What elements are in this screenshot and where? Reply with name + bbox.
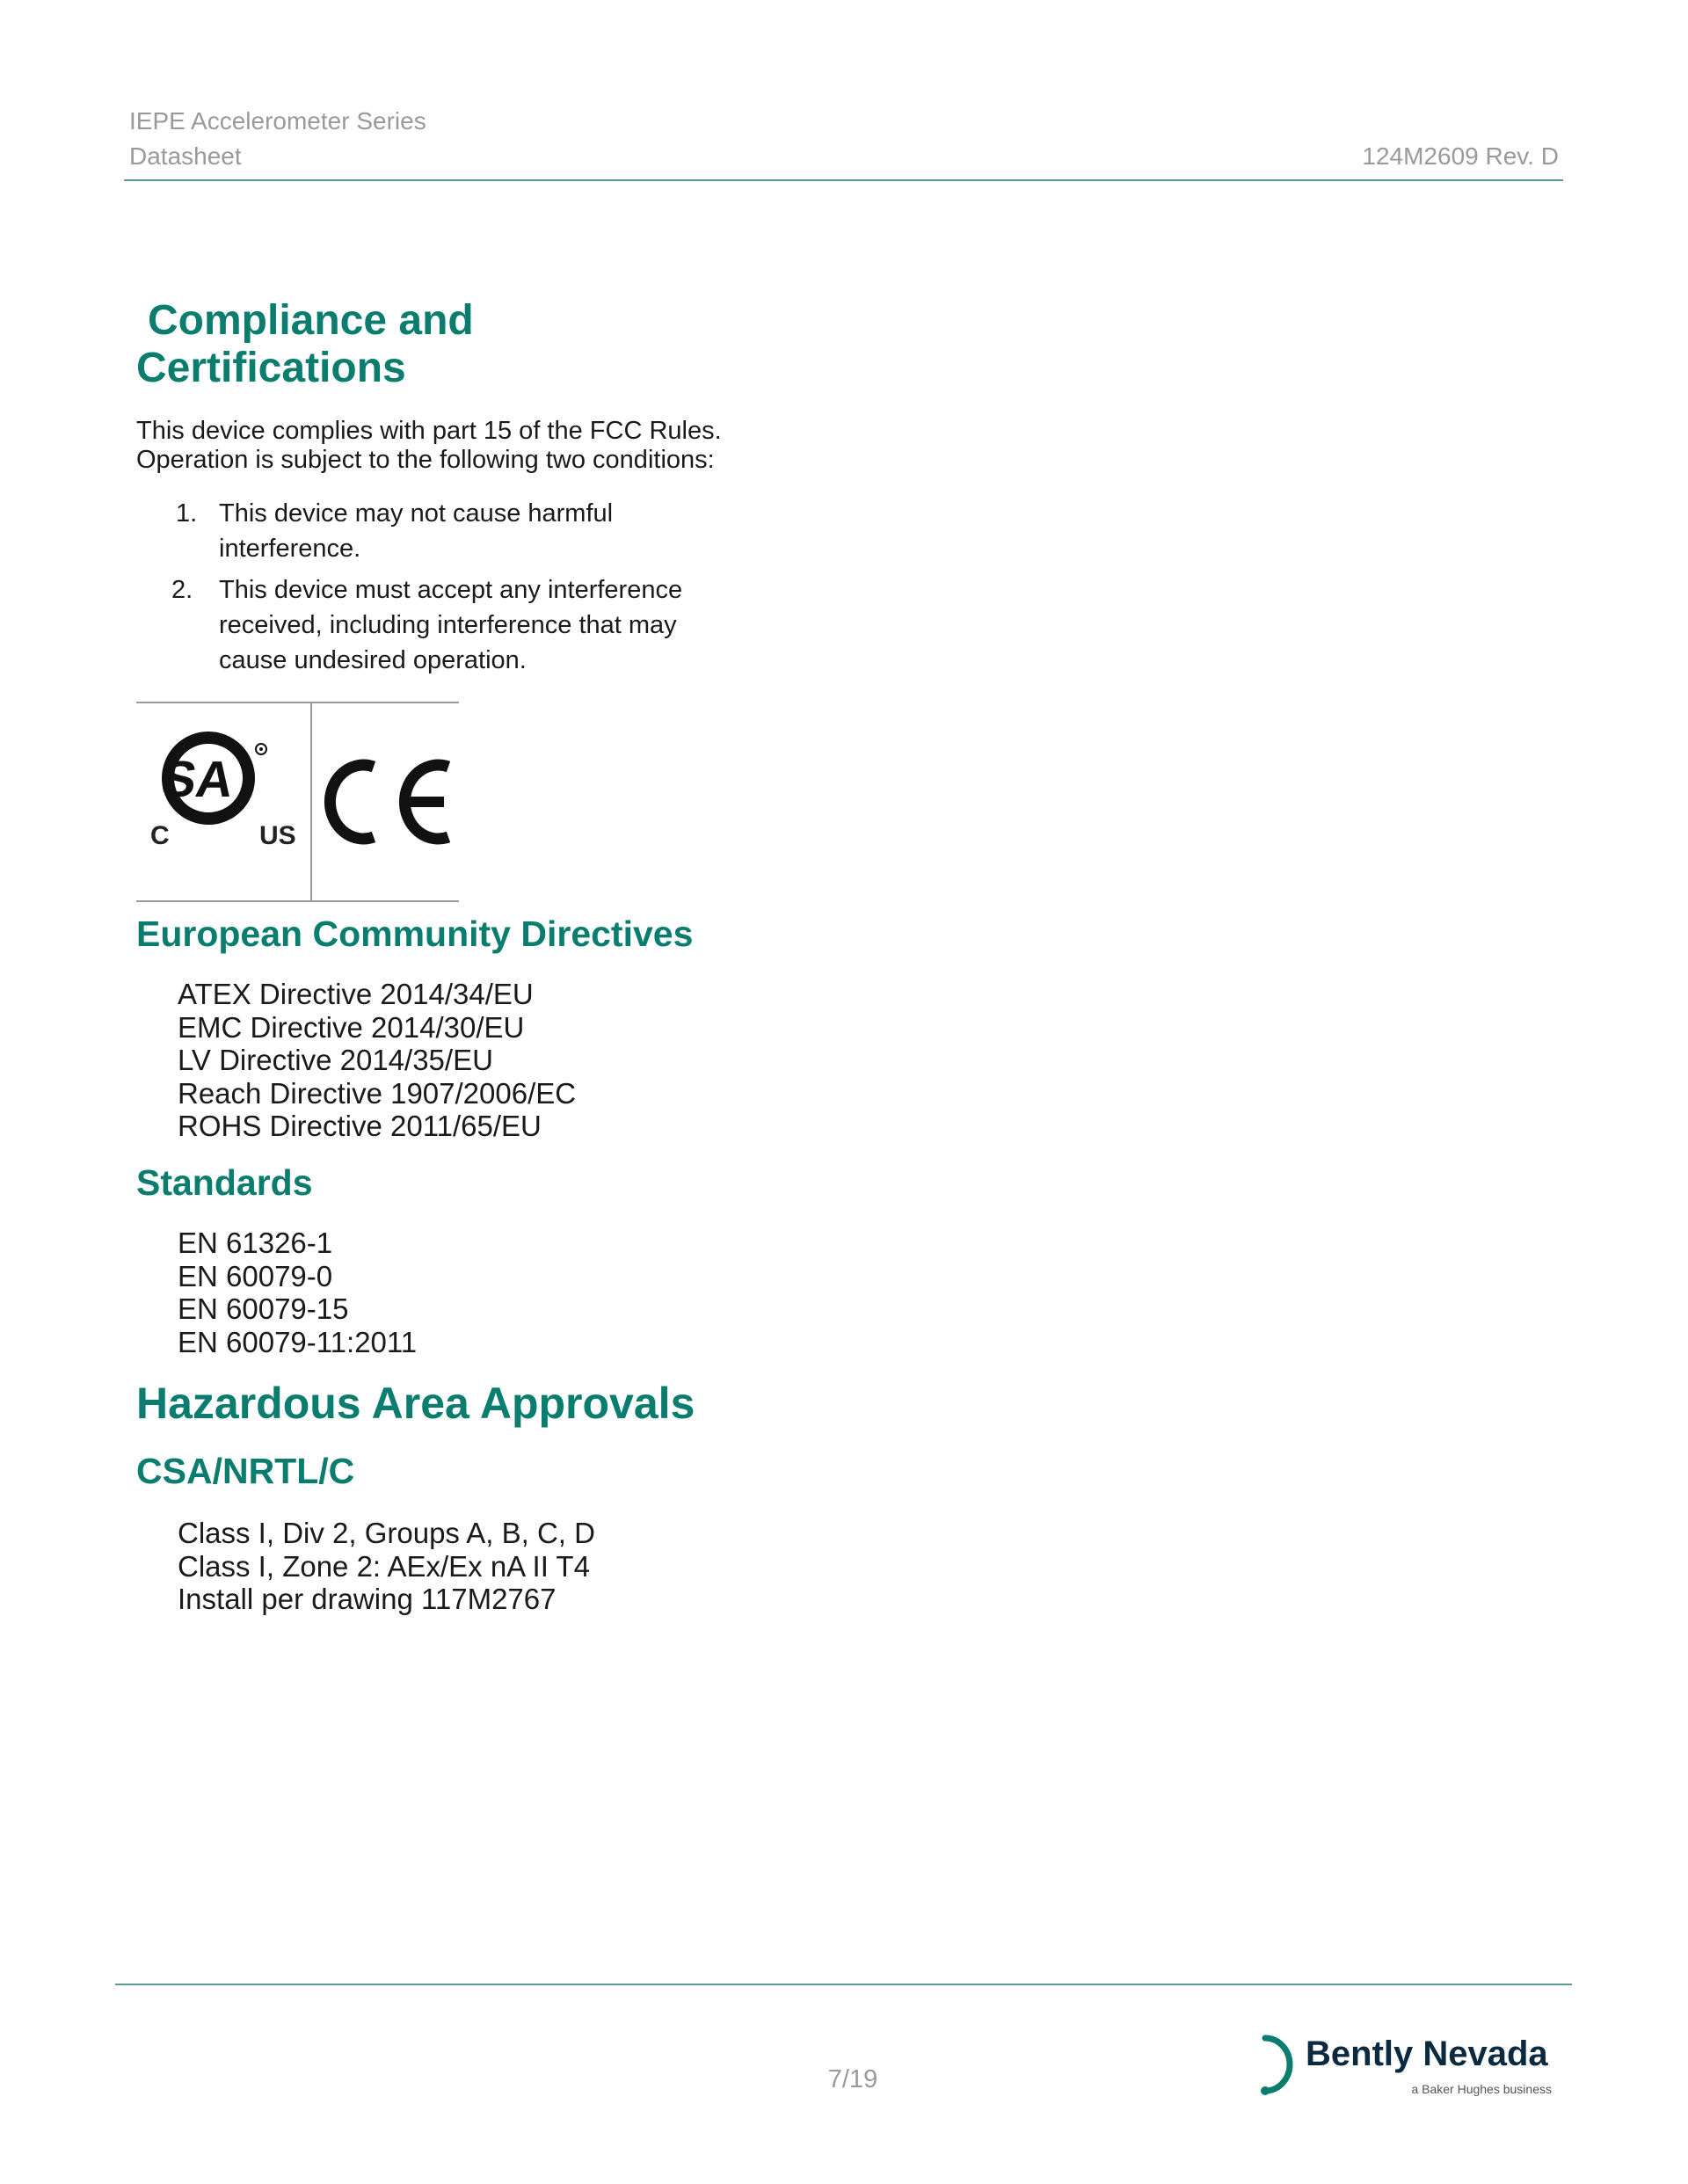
- brand-name: Bently Nevada: [1306, 2035, 1548, 2073]
- condition-line: interference.: [219, 535, 361, 563]
- compliance-title-line1: Compliance and: [148, 297, 474, 344]
- approval-item: Class I, Div 2, Groups A, B, C, D: [178, 1517, 595, 1549]
- directive-item: Reach Directive 1907/2006/EC: [178, 1076, 577, 1110]
- bently-nevada-logo: [1253, 2031, 1552, 2101]
- european-directives-list: [178, 978, 576, 1143]
- footer-rule: [115, 1984, 1572, 1985]
- header-series: IEPE Accelerometer Series: [129, 107, 426, 135]
- fcc-conditions-list: [136, 496, 840, 678]
- header-doc-type: Datasheet: [129, 142, 242, 170]
- directive-item: EMC Directive 2014/30/EU: [178, 1010, 525, 1044]
- brand-tagline: a Baker Hughes business: [1411, 2082, 1552, 2096]
- fcc-condition-1: [136, 496, 840, 566]
- fcc-intro-line1: This device complies with part 15 of the FCC Rules.: [136, 417, 722, 445]
- condition-number: 1.: [176, 499, 198, 528]
- ce-mark-icon: [312, 703, 459, 900]
- hazardous-heading: Hazardous Area Approvals: [136, 1379, 695, 1428]
- standard-item: EN 60079-0: [178, 1259, 333, 1292]
- header-doc-number: 124M2609 Rev. D: [1362, 142, 1559, 170]
- page-number: 7/19: [827, 2065, 878, 2093]
- condition-number: 2.: [171, 576, 193, 604]
- standard-item: EN 60079-15: [178, 1292, 349, 1325]
- standards-heading: Standards: [136, 1162, 313, 1203]
- svg-text:SA: SA: [158, 751, 237, 808]
- csa-us-label: US: [259, 821, 296, 850]
- condition-line: This device may not cause harmful: [219, 499, 614, 528]
- standard-item: EN 61326-1: [178, 1227, 333, 1259]
- csa-nrtl-subheading: CSA/NRTL/C: [136, 1451, 355, 1491]
- bently-nevada-logo-icon: [1253, 2031, 1306, 2101]
- standards-list: [178, 1227, 417, 1358]
- approval-item: Install per drawing 117M2767: [178, 1583, 557, 1615]
- fcc-condition-2: [136, 572, 840, 678]
- fcc-intro-line2: Operation is subject to the following two conditions:: [136, 446, 715, 474]
- condition-line: received, including interference that may: [219, 611, 677, 639]
- directive-item: ATEX Directive 2014/34/EU: [178, 978, 534, 1010]
- directive-item: LV Directive 2014/35/EU: [178, 1044, 493, 1076]
- condition-line: cause undesired operation.: [219, 646, 527, 674]
- header-rule: [124, 179, 1563, 181]
- standard-item: EN 60079-11:2011: [178, 1325, 418, 1358]
- approval-item: Class I, Zone 2: AEx/Ex nA II T4: [178, 1549, 590, 1583]
- compliance-title-line2: Certifications: [136, 345, 406, 391]
- csa-mark-icon: [136, 703, 310, 900]
- certification-marks: [136, 702, 459, 902]
- european-directives-heading: European Community Directives: [136, 914, 694, 954]
- hazardous-list: [178, 1517, 595, 1616]
- directive-item: ROHS Directive 2011/65/EU: [178, 1110, 542, 1142]
- csa-c-label: C: [150, 821, 170, 850]
- condition-line: This device must accept any interference: [219, 576, 683, 604]
